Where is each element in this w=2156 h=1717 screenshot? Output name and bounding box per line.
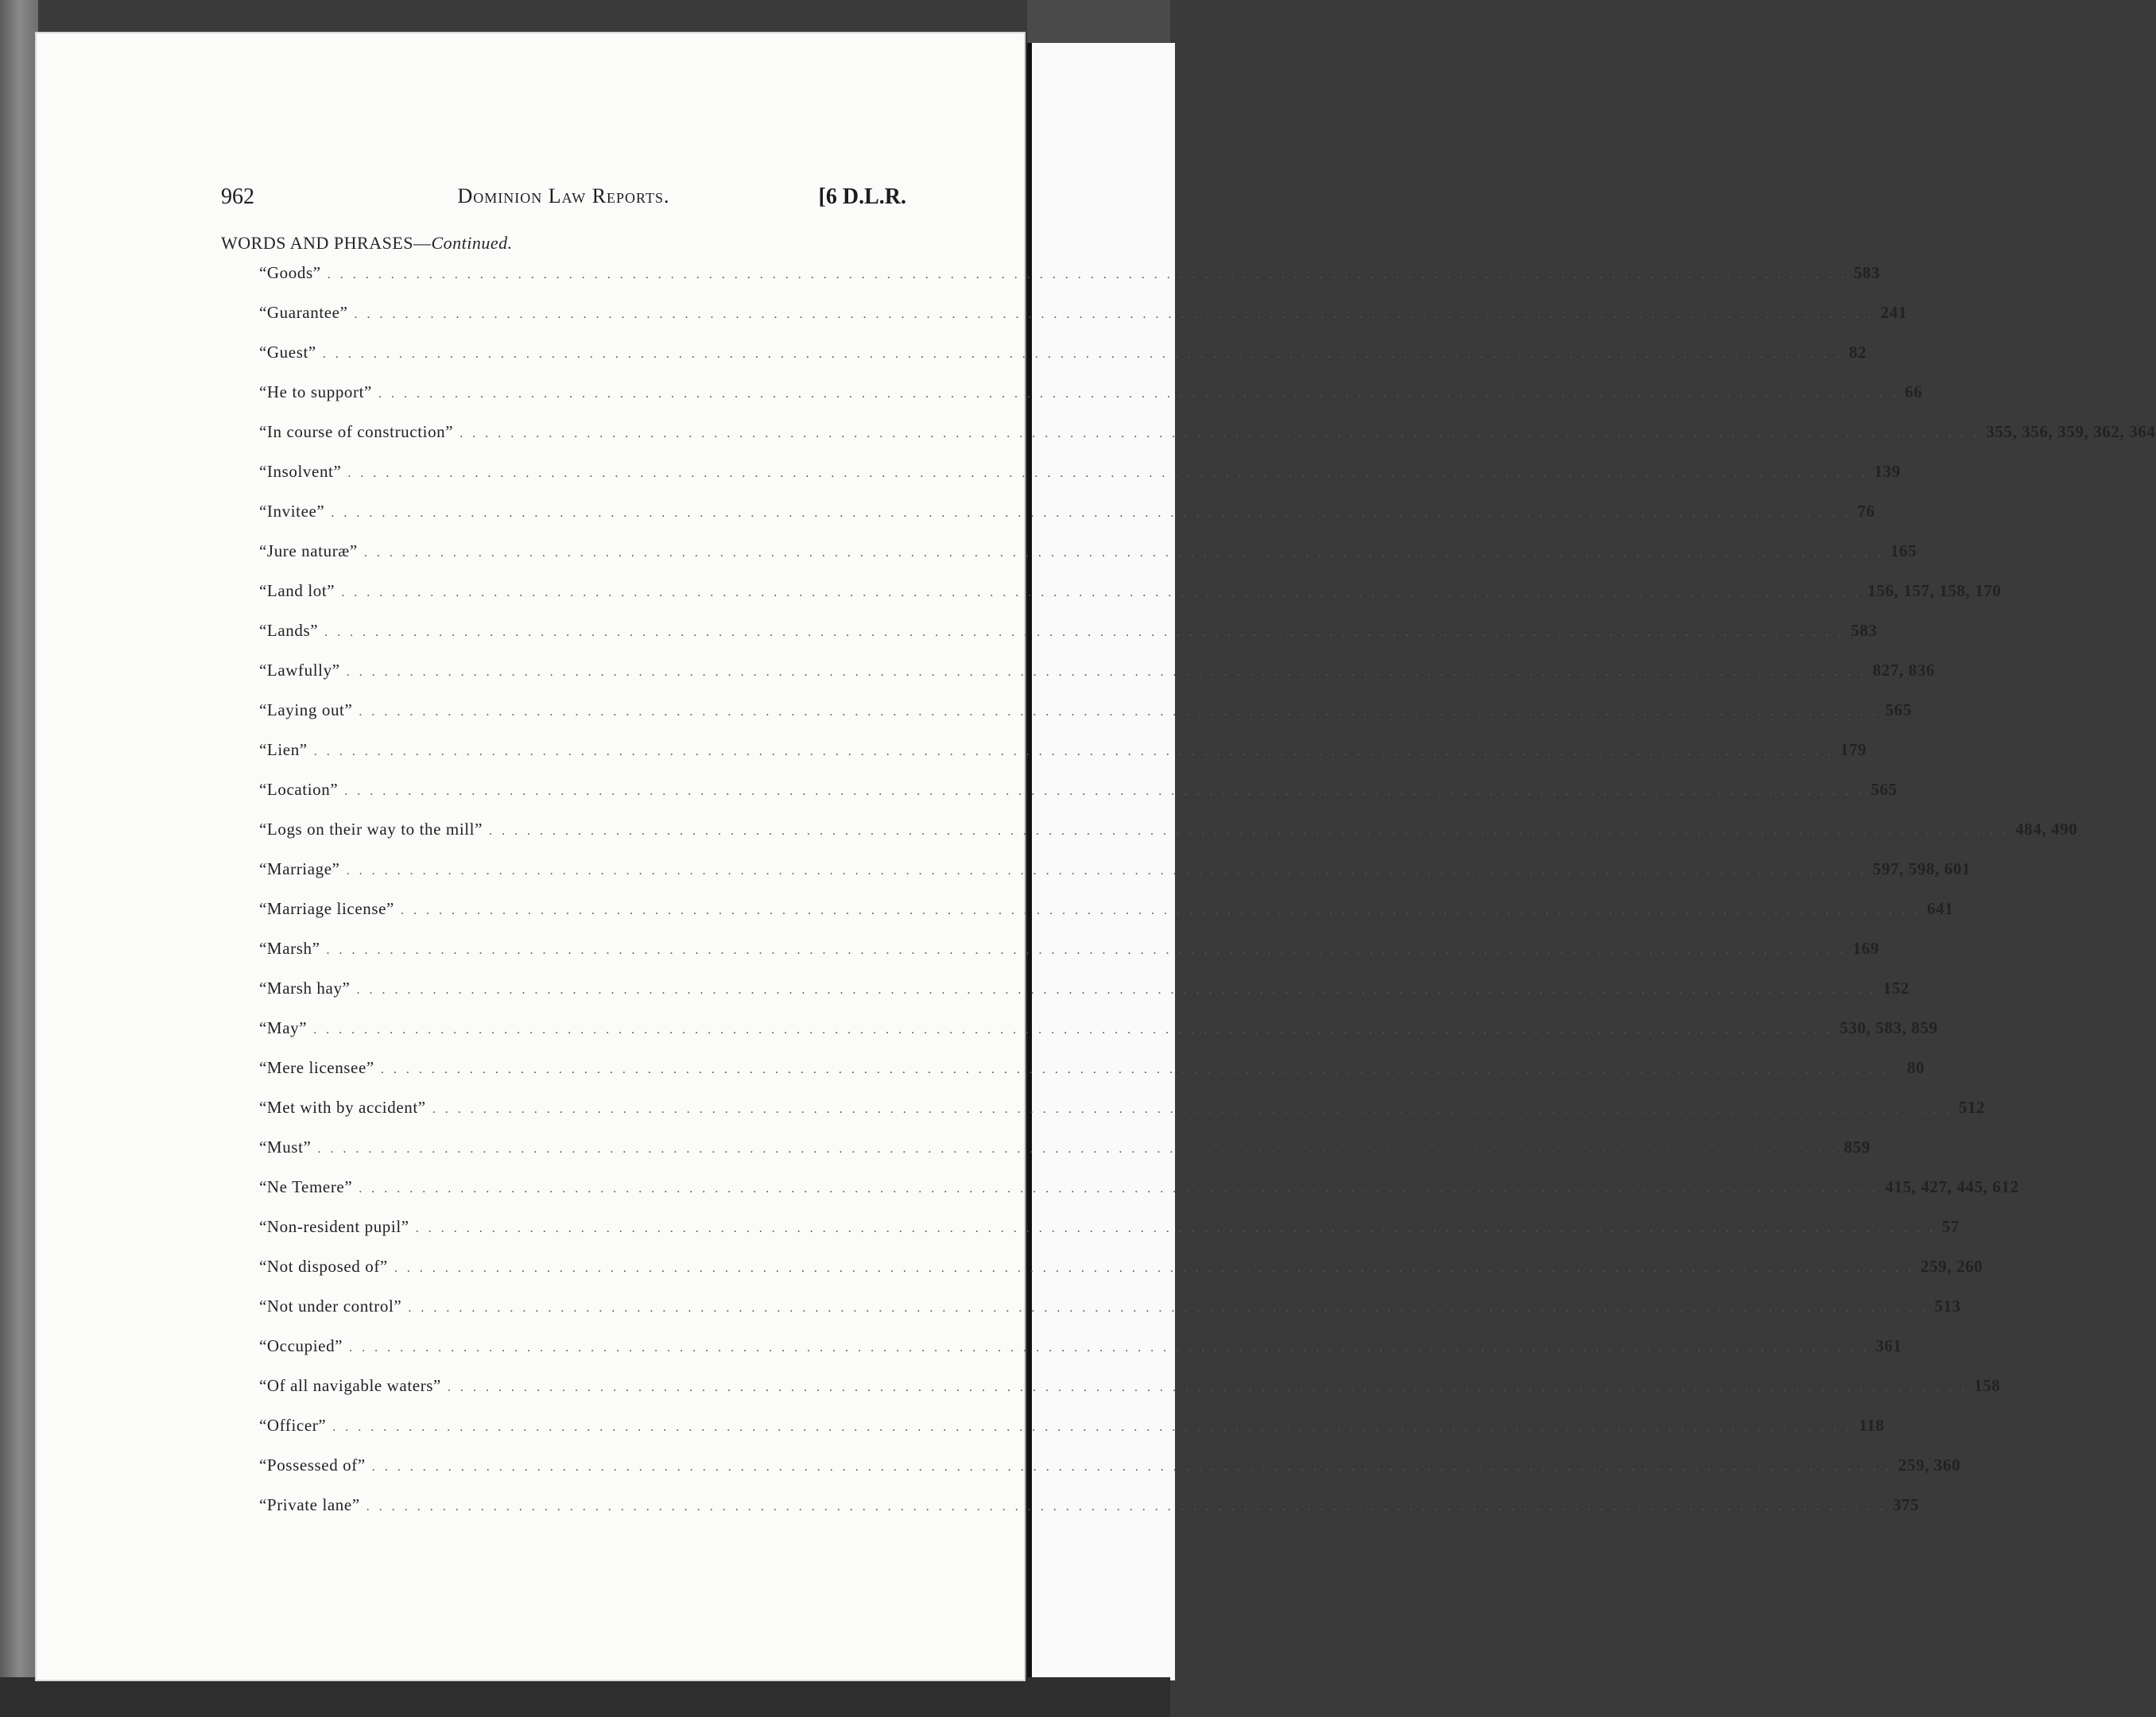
index-entry [259, 730, 1867, 769]
dot-leader: . . . . . . . . . . . . . . . . . . . . . . . . . . . . . . . . . . . . . . . . . . . . . . . . . . . . . . . . . . . . . . . . . . . . . . . . . . . . . . . . . . . . . . . . . . . . . . . . . . . . . . . . . . . . . . . . . . . . . . . . [313, 1023, 1834, 1037]
entry-term: “Mere licensee” [259, 1058, 374, 1077]
index-entry [259, 610, 1878, 650]
dot-leader: . . . . . . . . . . . . . . . . . . . . . . . . . . . . . . . . . . . . . . . . . . . . . . . . . . . . . . . . . . . . . . . . . . . . . . . . . . . . . . . . . . . . . . . . . . . . . . . . . . . . . . . . . . . . . . . . . . . . . . . . [327, 268, 1848, 281]
index-entry [259, 1326, 1902, 1366]
dot-leader: . . . . . . . . . . . . . . . . . . . . . . . . . . . . . . . . . . . . . . . . . . . . . . . . . . . . . . . . . . . . . . . . . . . . . . . . . . . . . . . . . . . . . . . . . . . . . . . . . . . . . . . . . . . . . . . . . . . . . . . . [324, 626, 1845, 639]
index-entry [259, 1485, 1920, 1525]
dot-leader: . . . . . . . . . . . . . . . . . . . . . . . . . . . . . . . . . . . . . . . . . . . . . . . . . . . . . . . . . . . . . . . . . . . . . . . . . . . . . . . . . . . . . . . . . . . . . . . . . . . . . . . . . . . . . . . . . . . . . . . . [354, 308, 1875, 321]
entry-page-refs: 80 [1906, 1058, 1925, 1077]
index-entry [259, 1048, 1925, 1087]
index-entry [259, 293, 1907, 332]
index-entry [259, 769, 1898, 809]
index-entry [259, 889, 1954, 928]
entry-term: “Marriage license” [259, 899, 394, 918]
scan-border-bottom [0, 1677, 1170, 1717]
index-entry [259, 372, 1923, 412]
dot-leader: . . . . . . . . . . . . . . . . . . . . . . . . . . . . . . . . . . . . . . . . . . . . . . . . . . . . . . . . . . . . . . . . . . . . . . . . . . . . . . . . . . . . . . . . . . . . . . . . . . . . . . . . . . . . . . . . . . . . . . . . [460, 427, 1980, 440]
index-entry [259, 491, 1875, 531]
entry-term: “Marriage” [259, 859, 340, 878]
dot-leader: . . . . . . . . . . . . . . . . . . . . . . . . . . . . . . . . . . . . . . . . . . . . . . . . . . . . . . . . . . . . . . . . . . . . . . . . . . . . . . . . . . . . . . . . . . . . . . . . . . . . . . . . . . . . . . . . . . . . . . . . [341, 586, 1862, 599]
dot-leader: . . . . . . . . . . . . . . . . . . . . . . . . . . . . . . . . . . . . . . . . . . . . . . . . . . . . . . . . . . . . . . . . . . . . . . . . . . . . . . . . . . . . . . . . . . . . . . . . . . . . . . . . . . . . . . . . . . . . . . . . [359, 705, 1879, 719]
index-entry [259, 1127, 1871, 1167]
index-entry [259, 849, 1971, 889]
index-entry [259, 253, 1880, 293]
scan-border-left [0, 0, 38, 1717]
entry-term: “Ne Temere” [259, 1177, 353, 1196]
dot-leader: . . . . . . . . . . . . . . . . . . . . . . . . . . . . . . . . . . . . . . . . . . . . . . . . . . . . . . . . . . . . . . . . . . . . . . . . . . . . . . . . . . . . . . . . . . . . . . . . . . . . . . . . . . . . . . . . . . . . . . . . [408, 1301, 1929, 1315]
entry-term: “Laying out” [259, 700, 353, 719]
entry-page-refs: 512 [1958, 1098, 1986, 1117]
index-entry [259, 1286, 1961, 1326]
index-entry [259, 1366, 2001, 1405]
entry-page-refs: 118 [1859, 1416, 1885, 1435]
volume-reference: [6 D.L.R. [818, 184, 906, 209]
index-entry [259, 531, 1918, 571]
dot-leader: . . . . . . . . . . . . . . . . . . . . . . . . . . . . . . . . . . . . . . . . . . . . . . . . . . . . . . . . . . . . . . . . . . . . . . . . . . . . . . . . . . . . . . . . . . . . . . . . . . . . . . . . . . . . . . . . . . . . . . . . [346, 864, 1867, 878]
entry-page-refs: 361 [1875, 1336, 1902, 1355]
index-entry [259, 452, 1901, 491]
entry-page-refs: 859 [1844, 1138, 1871, 1157]
index-entry [259, 809, 2078, 849]
section-title: WORDS AND PHRASES— [221, 233, 432, 253]
dot-leader: . . . . . . . . . . . . . . . . . . . . . . . . . . . . . . . . . . . . . . . . . . . . . . . . . . . . . . . . . . . . . . . . . . . . . . . . . . . . . . . . . . . . . . . . . . . . . . . . . . . . . . . . . . . . . . . . . . . . . . . . [326, 944, 1847, 957]
section-heading [221, 233, 513, 254]
entry-term: “Not under control” [259, 1296, 402, 1316]
entry-term: “Insolvent” [259, 462, 342, 481]
entry-page-refs: 583 [1851, 621, 1878, 640]
index-entry [259, 650, 1935, 690]
index-entry [259, 1008, 1938, 1048]
index-entry [259, 1167, 2019, 1207]
entry-page-refs: 169 [1852, 939, 1879, 958]
entry-page-refs: 484, 490 [2015, 820, 2078, 839]
index-entry-list [259, 253, 2156, 1525]
continued-label: Continued. [431, 233, 513, 253]
entry-term: “Logs on their way to the mill” [259, 820, 483, 839]
running-head: Dominion Law Reports. [457, 184, 670, 207]
entry-term: “Marsh hay” [259, 979, 351, 998]
page-number: 962 [221, 184, 254, 209]
entry-page-refs: 66 [1904, 382, 1923, 401]
entry-term: “He to support” [259, 382, 372, 401]
entry-term: “Lands” [259, 621, 319, 640]
dot-leader: . . . . . . . . . . . . . . . . . . . . . . . . . . . . . . . . . . . . . . . . . . . . . . . . . . . . . . . . . . . . . . . . . . . . . . . . . . . . . . . . . . . . . . . . . . . . . . . . . . . . . . . . . . . . . . . . . . . . . . . . [415, 1222, 1936, 1235]
entry-page-refs: 152 [1883, 979, 1910, 998]
dot-leader: . . . . . . . . . . . . . . . . . . . . . . . . . . . . . . . . . . . . . . . . . . . . . . . . . . . . . . . . . . . . . . . . . . . . . . . . . . . . . . . . . . . . . . . . . . . . . . . . . . . . . . . . . . . . . . . . . . . . . . . . [371, 1460, 1892, 1474]
entry-term: “Land lot” [259, 581, 335, 600]
entry-page-refs: 57 [1941, 1217, 1960, 1236]
dot-leader: . . . . . . . . . . . . . . . . . . . . . . . . . . . . . . . . . . . . . . . . . . . . . . . . . . . . . . . . . . . . . . . . . . . . . . . . . . . . . . . . . . . . . . . . . . . . . . . . . . . . . . . . . . . . . . . . . . . . . . . . [349, 1341, 1870, 1355]
entry-term: “Location” [259, 780, 339, 799]
index-entry [259, 690, 1912, 730]
entry-page-refs: 355, 356, 359, 362, 364 [1986, 422, 2156, 441]
entry-term: “In course of construction” [259, 422, 454, 441]
dot-leader: . . . . . . . . . . . . . . . . . . . . . . . . . . . . . . . . . . . . . . . . . . . . . . . . . . . . . . . . . . . . . . . . . . . . . . . . . . . . . . . . . . . . . . . . . . . . . . . . . . . . . . . . . . . . . . . . . . . . . . . . [432, 1103, 1952, 1116]
index-entry [259, 1087, 1986, 1127]
entry-term: “Marsh” [259, 939, 320, 958]
index-entry [259, 928, 1879, 968]
entry-page-refs: 259, 260 [1920, 1257, 1983, 1276]
dot-leader: . . . . . . . . . . . . . . . . . . . . . . . . . . . . . . . . . . . . . . . . . . . . . . . . . . . . . . . . . . . . . . . . . . . . . . . . . . . . . . . . . . . . . . . . . . . . . . . . . . . . . . . . . . . . . . . . . . . . . . . . [331, 506, 1852, 520]
dot-leader: . . . . . . . . . . . . . . . . . . . . . . . . . . . . . . . . . . . . . . . . . . . . . . . . . . . . . . . . . . . . . . . . . . . . . . . . . . . . . . . . . . . . . . . . . . . . . . . . . . . . . . . . . . . . . . . . . . . . . . . . [394, 1262, 1914, 1275]
dot-leader: . . . . . . . . . . . . . . . . . . . . . . . . . . . . . . . . . . . . . . . . . . . . . . . . . . . . . . . . . . . . . . . . . . . . . . . . . . . . . . . . . . . . . . . . . . . . . . . . . . . . . . . . . . . . . . . . . . . . . . . . [380, 1063, 1901, 1076]
entry-page-refs: 415, 427, 445, 612 [1885, 1177, 2019, 1196]
entry-page-refs: 565 [1885, 700, 1912, 719]
entry-term: “Occupied” [259, 1336, 343, 1355]
entry-term: “Must” [259, 1138, 312, 1157]
dot-leader: . . . . . . . . . . . . . . . . . . . . . . . . . . . . . . . . . . . . . . . . . . . . . . . . . . . . . . . . . . . . . . . . . . . . . . . . . . . . . . . . . . . . . . . . . . . . . . . . . . . . . . . . . . . . . . . . . . . . . . . . [313, 745, 1834, 758]
dot-leader: . . . . . . . . . . . . . . . . . . . . . . . . . . . . . . . . . . . . . . . . . . . . . . . . . . . . . . . . . . . . . . . . . . . . . . . . . . . . . . . . . . . . . . . . . . . . . . . . . . . . . . . . . . . . . . . . . . . . . . . . [344, 785, 1865, 798]
entry-term: “May” [259, 1018, 308, 1037]
entry-term: “Lien” [259, 740, 308, 759]
entry-term: “Not disposed of” [259, 1257, 388, 1276]
entry-term: “Officer” [259, 1416, 327, 1435]
dot-leader: . . . . . . . . . . . . . . . . . . . . . . . . . . . . . . . . . . . . . . . . . . . . . . . . . . . . . . . . . . . . . . . . . . . . . . . . . . . . . . . . . . . . . . . . . . . . . . . . . . . . . . . . . . . . . . . . . . . . . . . . [366, 1500, 1887, 1514]
index-entry [259, 571, 2002, 610]
dot-leader: . . . . . . . . . . . . . . . . . . . . . . . . . . . . . . . . . . . . . . . . . . . . . . . . . . . . . . . . . . . . . . . . . . . . . . . . . . . . . . . . . . . . . . . . . . . . . . . . . . . . . . . . . . . . . . . . . . . . . . . . [378, 387, 1898, 401]
entry-page-refs: 76 [1857, 502, 1875, 521]
dot-leader: . . . . . . . . . . . . . . . . . . . . . . . . . . . . . . . . . . . . . . . . . . . . . . . . . . . . . . . . . . . . . . . . . . . . . . . . . . . . . . . . . . . . . . . . . . . . . . . . . . . . . . . . . . . . . . . . . . . . . . . . [347, 467, 1868, 480]
entry-page-refs: 259, 360 [1898, 1455, 1961, 1475]
entry-page-refs: 827, 836 [1872, 661, 1935, 680]
scan-border-top-right [1027, 0, 1170, 43]
dot-leader: . . . . . . . . . . . . . . . . . . . . . . . . . . . . . . . . . . . . . . . . . . . . . . . . . . . . . . . . . . . . . . . . . . . . . . . . . . . . . . . . . . . . . . . . . . . . . . . . . . . . . . . . . . . . . . . . . . . . . . . . [363, 546, 1884, 560]
dot-leader: . . . . . . . . . . . . . . . . . . . . . . . . . . . . . . . . . . . . . . . . . . . . . . . . . . . . . . . . . . . . . . . . . . . . . . . . . . . . . . . . . . . . . . . . . . . . . . . . . . . . . . . . . . . . . . . . . . . . . . . . [447, 1381, 1968, 1394]
entry-term: “Invitee” [259, 502, 325, 521]
entry-term: “Non-resident pupil” [259, 1217, 409, 1236]
entry-term: “Of all navigable waters” [259, 1376, 441, 1395]
page-header [221, 184, 906, 216]
index-entry [259, 1207, 1960, 1246]
dot-leader: . . . . . . . . . . . . . . . . . . . . . . . . . . . . . . . . . . . . . . . . . . . . . . . . . . . . . . . . . . . . . . . . . . . . . . . . . . . . . . . . . . . . . . . . . . . . . . . . . . . . . . . . . . . . . . . . . . . . . . . . [489, 824, 2010, 838]
entry-term: “Goods” [259, 263, 321, 282]
entry-page-refs: 179 [1840, 740, 1867, 759]
index-entry [259, 332, 1867, 372]
entry-page-refs: 513 [1934, 1296, 1961, 1316]
entry-term: “Jure naturæ” [259, 541, 358, 560]
entry-page-refs: 156, 157, 158, 170 [1867, 581, 2002, 600]
entry-page-refs: 597, 598, 601 [1872, 859, 1971, 878]
entry-term: “Lawfully” [259, 661, 340, 680]
dot-leader: . . . . . . . . . . . . . . . . . . . . . . . . . . . . . . . . . . . . . . . . . . . . . . . . . . . . . . . . . . . . . . . . . . . . . . . . . . . . . . . . . . . . . . . . . . . . . . . . . . . . . . . . . . . . . . . . . . . . . . . . [359, 1182, 1879, 1196]
dot-leader: . . . . . . . . . . . . . . . . . . . . . . . . . . . . . . . . . . . . . . . . . . . . . . . . . . . . . . . . . . . . . . . . . . . . . . . . . . . . . . . . . . . . . . . . . . . . . . . . . . . . . . . . . . . . . . . . . . . . . . . . [356, 983, 1877, 997]
index-entry [259, 1405, 1885, 1445]
entry-page-refs: 375 [1892, 1495, 1920, 1514]
entry-term: “Guarantee” [259, 303, 348, 322]
entry-page-refs: 241 [1880, 303, 1907, 322]
entry-page-refs: 641 [1926, 899, 1954, 918]
entry-term: “Guest” [259, 343, 316, 362]
entry-page-refs: 165 [1890, 541, 1918, 560]
dot-leader: . . . . . . . . . . . . . . . . . . . . . . . . . . . . . . . . . . . . . . . . . . . . . . . . . . . . . . . . . . . . . . . . . . . . . . . . . . . . . . . . . . . . . . . . . . . . . . . . . . . . . . . . . . . . . . . . . . . . . . . . [317, 1142, 1838, 1156]
entry-page-refs: 139 [1874, 462, 1901, 481]
entry-term: “Possessed of” [259, 1455, 366, 1475]
entry-page-refs: 530, 583, 859 [1840, 1018, 1938, 1037]
index-entry [259, 412, 2156, 452]
entry-term: “Private lane” [259, 1495, 360, 1514]
dot-leader: . . . . . . . . . . . . . . . . . . . . . . . . . . . . . . . . . . . . . . . . . . . . . . . . . . . . . . . . . . . . . . . . . . . . . . . . . . . . . . . . . . . . . . . . . . . . . . . . . . . . . . . . . . . . . . . . . . . . . . . . [332, 1420, 1853, 1434]
entry-page-refs: 565 [1871, 780, 1898, 799]
entry-page-refs: 82 [1848, 343, 1867, 362]
index-entry [259, 1246, 1983, 1286]
dot-leader: . . . . . . . . . . . . . . . . . . . . . . . . . . . . . . . . . . . . . . . . . . . . . . . . . . . . . . . . . . . . . . . . . . . . . . . . . . . . . . . . . . . . . . . . . . . . . . . . . . . . . . . . . . . . . . . . . . . . . . . . [400, 904, 1921, 917]
entry-page-refs: 583 [1853, 263, 1880, 282]
index-entry [259, 968, 1910, 1008]
entry-term: “Met with by accident” [259, 1098, 426, 1117]
dot-leader: . . . . . . . . . . . . . . . . . . . . . . . . . . . . . . . . . . . . . . . . . . . . . . . . . . . . . . . . . . . . . . . . . . . . . . . . . . . . . . . . . . . . . . . . . . . . . . . . . . . . . . . . . . . . . . . . . . . . . . . . [346, 665, 1867, 679]
index-entry [259, 1445, 1961, 1485]
entry-page-refs: 158 [1973, 1376, 2001, 1395]
dot-leader: . . . . . . . . . . . . . . . . . . . . . . . . . . . . . . . . . . . . . . . . . . . . . . . . . . . . . . . . . . . . . . . . . . . . . . . . . . . . . . . . . . . . . . . . . . . . . . . . . . . . . . . . . . . . . . . . . . . . . . . . [322, 347, 1843, 361]
